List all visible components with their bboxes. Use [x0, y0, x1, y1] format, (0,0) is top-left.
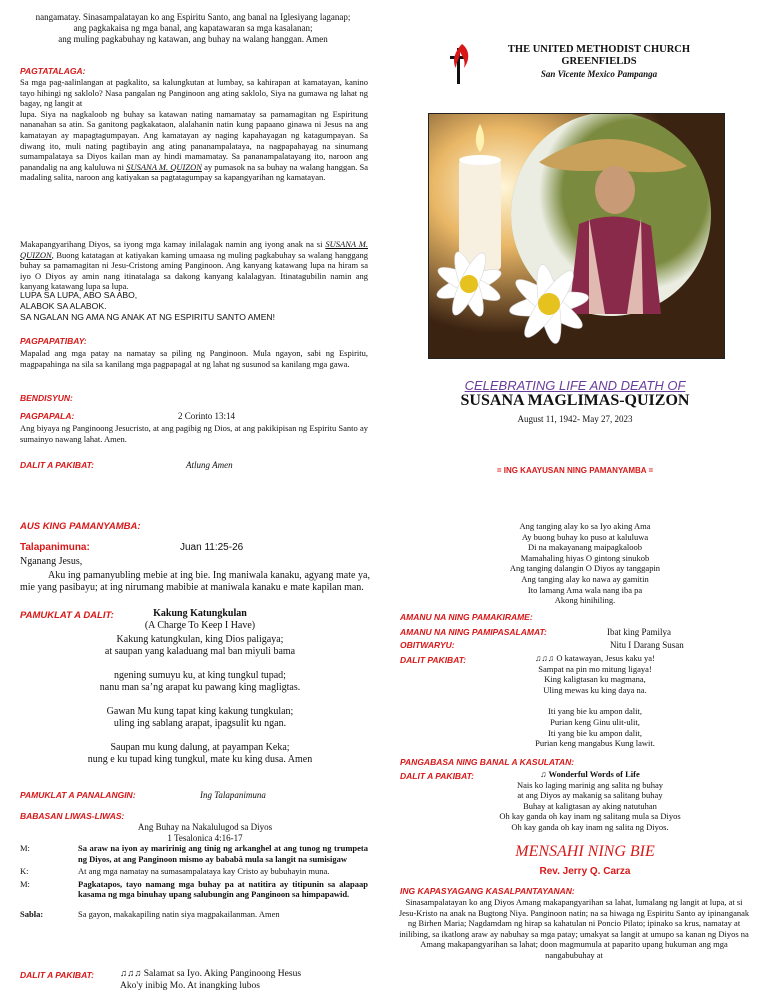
reading-row	[20, 879, 370, 900]
babasan-title-block	[60, 822, 350, 844]
aus-heading: AUS KING PAMANYAMBA:	[20, 521, 141, 532]
creed-line: ang muling pagkabuhay ng katawan, ang buhay na walang hanggan. Amen	[58, 34, 328, 45]
dalit-pakibat-heading: DALIT PAKIBAT:	[400, 655, 467, 665]
committal-line: ALABOK SA ALABOK.	[20, 301, 107, 311]
hymn-line: Saupan mu kung dalung, at payampan Keka;	[110, 742, 290, 753]
dalit-bottom-line: Ako'y inibig Mo. At inangking lubos	[120, 981, 260, 991]
reading-speaker: Sabla:	[20, 908, 44, 919]
memorial-photo	[428, 113, 725, 359]
hymn-line: at saupan yang kaladuang mal ban miyuli bama	[104, 646, 296, 657]
hymn-line: Uling mewas ku king daya na.	[543, 684, 647, 695]
committal-line: SA NGALAN NG AMA NG ANAK AT NG ESPIRITU SANTO AMEN!	[20, 312, 276, 322]
babasan-heading: BABASAN LIWAS-LIWAS:	[20, 811, 125, 821]
talapanimuna-verse: Aku ing pamanyubling mebie at ing bie. Ing maniwala kanaku, agyang mate ya, mie yang pasibayu; at ing nirumang mabibie at maniwala kanaku e mate kapilan man.	[20, 570, 370, 593]
hymn-line: nung e ku tupad king tungkul, mate ku king dusa. Amen	[87, 754, 313, 765]
cross-and-flame-logo	[446, 40, 472, 86]
hymn-line: Gawan Mu kung tapat king kakung tungkulan;	[106, 706, 294, 717]
song-title: ♫ Wonderful Words of Life	[540, 769, 640, 779]
hymn-line: Akong hinihiling.	[554, 595, 616, 606]
church-branch: GREENFIELDS	[561, 56, 637, 67]
talapanimuna-ref: Juan 11:25-26	[180, 542, 244, 553]
life-dates: August 11, 1942- May 27, 2023	[517, 414, 633, 424]
hymn-line: Ang tanging dalangin O Diyos ay tanggapin	[509, 563, 661, 574]
bendisyun-heading: BENDISYUN:	[20, 393, 73, 403]
hymn-line: Kakung katungkulan, king Dios paligaya;	[116, 634, 284, 645]
pamuklat-panalangin-heading: PAMUKLAT A PANALANGIN:	[20, 790, 136, 800]
dalit-wonderful-heading: DALIT A PAKIBAT:	[400, 771, 474, 781]
hymn-line: Ay buong buhay ko puso at kaluluwa	[521, 531, 649, 542]
talapanimuna-greeting: Nganang Jesus,	[20, 556, 83, 567]
hymn-kakung-katungkulan	[40, 608, 360, 766]
hymn-subtitle: (A Charge To Keep I Have)	[144, 620, 256, 631]
pagpapala-ref: 2 Corinto 13:14	[178, 411, 236, 421]
hymn-line: Mamahaling hiyas O gintong sinukob	[520, 552, 650, 563]
creed-line: ang pagkakaisa ng mga banal, ang kapatawaran sa mga kasalanan;	[73, 23, 313, 34]
babasan-ref: 1 Tesalonica 4:16-17	[167, 833, 243, 844]
pagtatalaga-para2a: lupa. Siya na nagkaloob ng buhay sa katawan nating namamatay sa pamamagitan ng Espiritung nananahan sa atin. Sa ganitong pagkakataon, alalahanin natin kung papaano ginawa ni Jesus na ang kamatayan ay mapagtagumpayan. Ang kamatayan ay naging kapahayagan ng katagumpayan. Sa diwang ito, muli nating pagtibayin ang ating pananampalataya, na nagpapahayag na sinumang sumampalataya sa Diyos kailan man ay hindi mamamatay. Sa pananampalatayang ito, naroon ang panandalig na ang kaluluwa ni	[20, 108, 368, 172]
obitwaryu-value: Nitu I Darang Susan	[610, 640, 684, 650]
deceased-name: SUSANA M. QUIZON	[20, 239, 368, 260]
pamuklat-panalangin-value: Ing Talapanimuna	[200, 790, 266, 800]
creed-line: nangamatay. Sinasampalatayan ko ang Espiritu Santo, ang banal na Iglesiyang laganap;	[35, 12, 351, 22]
kaayusan-title: = ING KAAYUSAN NING PAMANYAMBA =	[496, 466, 654, 475]
hymn-line: Ang tanging alay ko sa Iyo aking Ama	[519, 521, 651, 531]
pagtatalaga-para3a: Makapangyarihang Diyos, sa iyong mga kamay inilalagak namin ang iyong anak na si	[20, 239, 323, 249]
hymn-line: ngening sumuyu ku, at king tungkul tupad;	[114, 670, 286, 681]
mensahi-speaker: Rev. Jerry Q. Carza	[539, 866, 631, 877]
dalit-bottom-lines	[120, 968, 301, 992]
amanu-pamipasalamat-heading: AMANU NA NING PAMIPASALAMAT:	[400, 627, 547, 637]
reading-text: Sa araw na iyon ay maririnig ang tinig ng arkanghel at ang tunog ng trumpeta ng Diyos, at ang Panginoon mismo ay bababâ mula sa langit na sumisigaw	[78, 843, 368, 864]
hymn-title: Kakung Katungkulan	[153, 608, 247, 619]
memorial-collage	[429, 114, 724, 358]
hymn-line: at ang Diyos ay makanig sa salitang buhay	[517, 790, 663, 801]
committal-line: LUPA SA LUPA, ABO SA ABO,	[20, 290, 138, 300]
pagtatalaga-prayer	[20, 239, 368, 292]
pagtatalaga-para1: Sa mga pag-aalinlangan at pagkalito, sa kalungkutan at lumbay, sa kahirapan at kamatayan, kanino tayo hihingi ng saklolo? Nasa pangalan ng Panginoon ang ating saklolo, Siya na gumawa ng lahat ng bagay, ng langit at	[20, 77, 368, 109]
creed-continuation	[18, 12, 368, 46]
hymn-line: nanu man sa’ng arapat ku pawang king magligtas.	[99, 682, 301, 693]
responsive-reading	[20, 843, 370, 920]
ing-kapasyagang-heading: ING KAPASYAGANG KASALPANTAYANAN:	[400, 886, 575, 896]
hymn-line: Di na makayanang maipagkaloob	[527, 542, 642, 553]
pangabasa-heading: PANGABASA NING BANAL A KASULATAN:	[400, 757, 575, 767]
reading-row	[20, 866, 370, 877]
pagtatalaga-para2b: ay pumasok na sa buhay na walang hanggan. Sa madaling salita, naroon ang katiyakan sa pagtatagumpay sa kapangyarihan ng kamatayan.	[20, 161, 369, 183]
dalit-top-value: Atlung Amen	[186, 460, 233, 470]
hymn-line: Sampat na pin mo mitung ligaya!	[538, 663, 652, 674]
pagtatalaga-body	[20, 77, 368, 183]
reading-speaker: K:	[20, 866, 29, 877]
deceased-full-name: SUSANA MAGLIMAS-QUIZON	[460, 392, 690, 409]
dalit-bottom-heading: DALIT A PAKIBAT:	[20, 970, 94, 980]
deceased-name: SUSANA M. QUIZON	[126, 161, 202, 172]
pamuklat-dalit-heading: PAMUKLAT A DALIT:	[20, 610, 114, 621]
obitwaryu-heading: OBITWARYU:	[400, 640, 455, 650]
pagpapala-heading: PAGPAPALA:	[20, 411, 75, 421]
hymn-line: Purian keng Ginu ulit-ulit,	[550, 716, 640, 727]
hymn-line: Oh kay ganda oh kay inam ng salitang mula sa Diyos	[499, 811, 681, 822]
church-name: THE UNITED METHODIST CHURCH	[507, 44, 691, 55]
talapanimuna-label: Talapanimuna:	[20, 542, 90, 553]
hymn-line: Buhay at kaligtasan ay aking natutuhan	[523, 800, 657, 811]
reading-text: Sa gayon, makakapiling natin siya magpakailanman. Amen	[78, 908, 280, 919]
church-header	[474, 44, 724, 80]
reading-text: Pagkatapos, tayo namang mga buhay pa at natitira ay titipunin sa alapaap kasama ng mga binuhay upang salubungin ang Panginoon sa himpapawid.	[78, 878, 368, 900]
reading-text: At ang mga namatay na sumasampalataya kay Cristo ay bubuhayin muna.	[78, 866, 330, 877]
offering-hymn	[420, 521, 750, 606]
hymn-line: Purian keng mangabus Kung lawit.	[535, 738, 655, 749]
dalit-top-heading: DALIT A PAKIBAT:	[20, 460, 94, 470]
hymn-line: Iti yang bie ku ampon dalit,	[548, 706, 642, 717]
celebrating-title: CELEBRATING LIFE AND DEATH OF	[464, 378, 686, 393]
pagtatalaga-para3b: , Buong katatagan at katiyakan kaming umaasa ng muling pagkabuhay sa walang hanggang buhay sa pamamagitan ni Jesu-Cristong aming Panginoon. Ang kanyang katawang lupa na hiram sa iyo O Diyos ay amin nang itinatalaga sa dakong kanyang kalalagyan. Itinatagubilin namin ang kanyang katawang lupa sa lupa.	[20, 249, 368, 292]
hymn-line: King kaligtasan ku magmana,	[544, 674, 646, 685]
hymn-line: Iti yang bie ku ampon dalit,	[548, 727, 642, 738]
reading-speaker: M:	[20, 843, 30, 853]
reading-speaker: M:	[20, 878, 30, 889]
hymn-line: uling ing sablang arapat, ipagsulit ku ngan.	[113, 718, 287, 729]
hymn-line: Ito lamang Ama wala nang iba pa	[527, 584, 643, 595]
wonderful-words-song	[440, 769, 740, 833]
church-address: San Vicente Mexico Pampanga	[540, 69, 658, 79]
pagpapala-text: Ang biyaya ng Panginoong Jesucristo, at ang pagibig ng Dios, at ang pakikipisan ng Espiritu Santo ay sumainyo nawang lahat. Amen.	[20, 423, 368, 444]
hymn-line: ♫♫♫ O katawayan, Jesus kaku ya!	[535, 653, 655, 663]
hymn-line: Oh kay ganda oh kay inam ng salita ng Diyos.	[511, 821, 669, 832]
reading-row	[20, 909, 370, 920]
hymn-line: Nais ko laging marinig ang salita ng buhay	[516, 779, 664, 790]
pagpapatibay-text: Mapalad ang mga patay na namatay sa piling ng Panginoon. Mula ngayon, sabi ng Espiritu, magpapahinga na sila sa kanilang mga pagpapagal at ng lahat ng susunod sa kanilang mga gawa.	[20, 348, 368, 369]
amanu-pamakirame-heading: AMANU NA NING PAMAKIRAME:	[400, 612, 533, 622]
babasan-title: Ang Buhay na Nakalulugod sa Diyos	[137, 822, 273, 832]
pagtatalaga-heading: PAGTATALAGA:	[20, 66, 86, 76]
dalit-pakibat-song	[470, 653, 720, 749]
reading-row	[20, 843, 370, 864]
mensahi-title: MENSAHI NING BIE	[515, 843, 655, 860]
amanu-pamipasalamat-value: Ibat king Pamilya	[607, 627, 671, 637]
dalit-bottom-line: ♫♫♫ Salamat sa Iyo. Aking Panginoong Hesus	[120, 969, 302, 979]
hymn-line: Ang tanging alay ko nawa ay gamitin	[521, 573, 649, 584]
committal	[20, 290, 275, 323]
pagpapatibay-heading: PAGPAPATIBAY:	[20, 336, 87, 346]
ing-kapasyagang-text: Sinasampalatayan ko ang Diyos Amang makapangyarihan sa lahat, lumalang ng langit at lupa, at si Jesu-Kristo na anak na Bugtong Niya. Panginoon natin; na sa hiwaga ng Espiritu Santo ay ipinanganak ng Birhen Maria; Nagdamdam ng hirap sa kahatulan ni Poncio Pilato; ipinako sa krus, namatay at inilibing, sa ikatlong araw ay nabuhay sa mga patay; umakyat sa langit at umupo sa kanan ng Diyos na Amang makapangyarihan sa lahat; doon magmumula at paparito upang hukuman ang mga nangabubuhay at	[398, 897, 750, 960]
